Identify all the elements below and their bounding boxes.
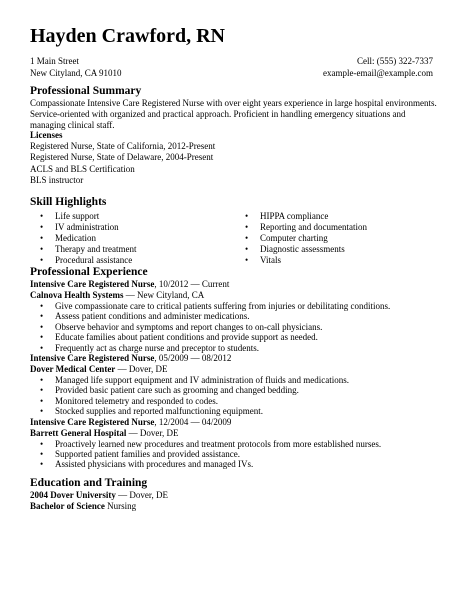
- skill-item: • Procedural assistance: [30, 255, 235, 266]
- company-name: Barrett General Hospital: [30, 427, 127, 438]
- skills-left-column: [30, 211, 235, 266]
- license-item: ACLS and BLS Certification: [30, 163, 135, 174]
- summary-text: Compassionate Intensive Care Registered Nurse with over eight years experience in large hospital environments. Service-oriented with organized and practical approach. Proficient in handling emergency situations and managing clinical staff.: [30, 98, 437, 131]
- experience-section: [30, 265, 440, 470]
- job-entry: [30, 353, 440, 417]
- skill-item: • Life support: [30, 211, 235, 222]
- skills-right-column: [235, 211, 440, 266]
- job-bullet: • Supported patient families and provided assistance.: [30, 449, 440, 459]
- degree-line: [30, 501, 440, 512]
- job-bullet: • Provided basic patient care such as grooming and changed bedding.: [30, 385, 440, 395]
- license-item: Registered Nurse, State of California, 2012-Present: [30, 141, 216, 152]
- company-name: Dover Medical Center: [30, 364, 116, 375]
- school-location: — Dover, DE: [115, 490, 168, 500]
- address-line-1: 1 Main Street: [30, 56, 79, 66]
- summary-section: [30, 84, 440, 132]
- job-bullet: • Assess patient conditions and administer medications.: [30, 311, 440, 321]
- job-bullet: • Observe behavior and symptoms and report changes to on-call physicians.: [30, 322, 440, 332]
- address-line-2: New Cityland, CA 91010: [30, 68, 122, 78]
- company-name: Calnova Health Systems: [30, 290, 124, 300]
- job-bullet: • Educate families about patient conditions and provide support as needed.: [30, 332, 440, 342]
- school-name: 2004 Dover University: [30, 490, 116, 500]
- job-dates: , 10/2012 — Current: [154, 279, 230, 289]
- skill-item: • Diagnostic assessments: [235, 244, 440, 255]
- degree-field: Nursing: [104, 501, 137, 511]
- skill-item: • Computer charting: [235, 233, 440, 244]
- job-bullet: • Assisted physicians with procedures and managed IVs.: [30, 459, 440, 469]
- job-bullet: • Managed life support equipment and IV administration of fluids and medications.: [30, 375, 440, 385]
- skills-columns: [30, 211, 440, 266]
- skill-item: • Therapy and treatment: [30, 244, 235, 255]
- email: example-email@example.com: [323, 68, 433, 78]
- skills-heading: Skill Highlights: [30, 196, 107, 208]
- company-location: — Dover, DE: [126, 427, 179, 438]
- experience-heading: Professional Experience: [30, 266, 148, 278]
- job-bullet: • Give compassionate care to critical patients suffering from injuries or debilitating conditions.: [30, 301, 440, 311]
- company-location: — Dover, DE: [115, 364, 168, 375]
- licenses-section: [30, 130, 440, 186]
- job-bullet: • Frequently act as charge nurse and preceptor to students.: [30, 343, 440, 353]
- job-title-line: [30, 353, 440, 364]
- education-heading: Education and Training: [30, 477, 148, 489]
- address-block: [30, 55, 122, 79]
- license-item: BLS instructor: [30, 174, 84, 185]
- job-title: Intensive Care Registered Nurse: [30, 279, 155, 289]
- job-dates: , 05/2009 — 08/2012: [154, 353, 232, 364]
- school-line: [30, 490, 440, 501]
- summary-heading: Professional Summary: [30, 85, 142, 97]
- company-line: [30, 428, 440, 439]
- job-bullet: • Proactively learned new procedures and treatment protocols from more established nurses.: [30, 439, 440, 449]
- job-title-line: [30, 279, 440, 290]
- license-item: Registered Nurse, State of Delaware, 2004-Present: [30, 152, 214, 163]
- skill-item: • Vitals: [235, 255, 440, 266]
- company-line: [30, 290, 440, 301]
- skill-item: • HIPPA compliance: [235, 211, 440, 222]
- job-title-line: [30, 417, 440, 428]
- company-line: [30, 364, 440, 375]
- skill-item: • Reporting and documentation: [235, 222, 440, 233]
- job-bullet: • Monitored telemetry and responded to codes.: [30, 396, 440, 406]
- job-entry: [30, 279, 440, 353]
- company-location: — New Cityland, CA: [123, 290, 205, 300]
- job-entry: [30, 417, 440, 470]
- degree-name: Bachelor of Science: [30, 501, 105, 511]
- education-section: [30, 476, 440, 512]
- job-bullet: • Stocked supplies and reported malfunctioning equipment.: [30, 406, 440, 416]
- job-title: Intensive Care Registered Nurse: [30, 353, 155, 364]
- licenses-heading: Licenses: [30, 130, 63, 140]
- resume-name: Hayden Crawford, RN: [30, 25, 225, 47]
- phone: Cell: (555) 322-7337: [357, 56, 433, 66]
- job-dates: , 12/2004 — 04/2009: [154, 416, 232, 427]
- skill-item: • Medication: [30, 233, 235, 244]
- skills-section: [30, 195, 440, 266]
- job-title: Intensive Care Registered Nurse: [30, 416, 155, 427]
- skill-item: • IV administration: [30, 222, 235, 233]
- contact-block: [323, 55, 433, 79]
